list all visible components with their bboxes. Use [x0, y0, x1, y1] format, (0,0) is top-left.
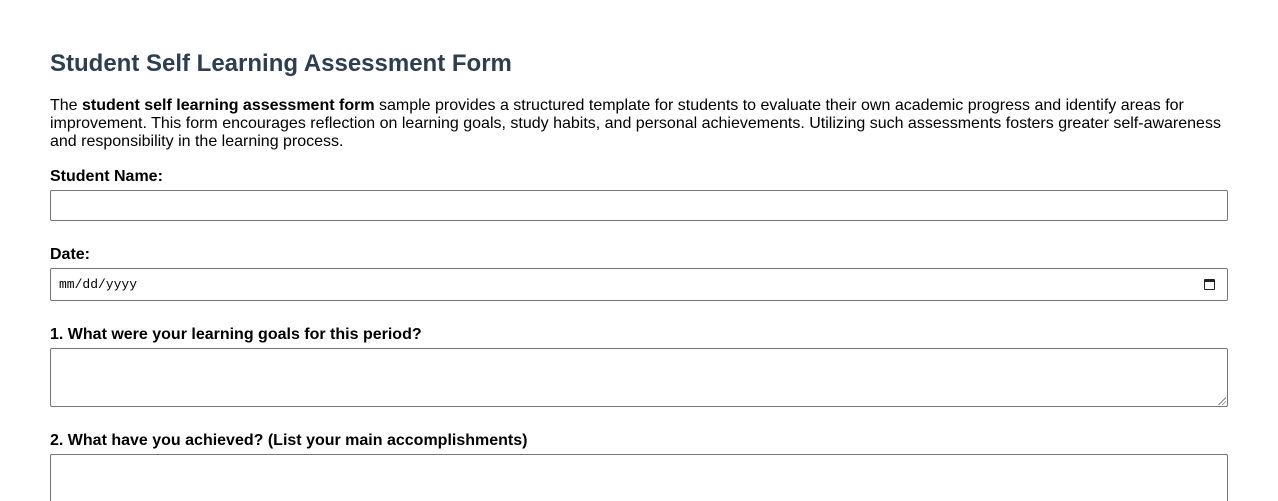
goals-textarea[interactable] — [50, 348, 1228, 407]
student-name-label: Student Name: — [50, 168, 163, 185]
student-name-input[interactable] — [50, 190, 1228, 221]
date-label: Date: — [50, 246, 91, 263]
resize-grip-icon[interactable] — [1217, 396, 1226, 405]
form-intro — [50, 97, 1228, 151]
date-input[interactable] — [50, 268, 1228, 301]
date-placeholder: mm/dd/yyyy — [59, 277, 138, 292]
intro-bold: student self learning assessment form — [82, 97, 375, 114]
form-title: Student Self Learning Assessment Form — [50, 50, 512, 77]
goals-label: 1. What were your learning goals for this period? — [50, 326, 422, 343]
achievements-label: 2. What have you achieved? (List your main accomplishments) — [50, 432, 528, 449]
intro-suffix: sample provides a structured template for students to evaluate their own academic progress and identify areas for improvement. This form encourages reflection on learning goals, study habits, and personal achievements. Utilizing such assessments fosters greater self-awareness and responsibility in the learning process. — [50, 97, 1221, 150]
intro-prefix: The — [50, 97, 83, 114]
achievements-textarea[interactable] — [50, 454, 1228, 501]
calendar-icon[interactable] — [1204, 279, 1215, 290]
